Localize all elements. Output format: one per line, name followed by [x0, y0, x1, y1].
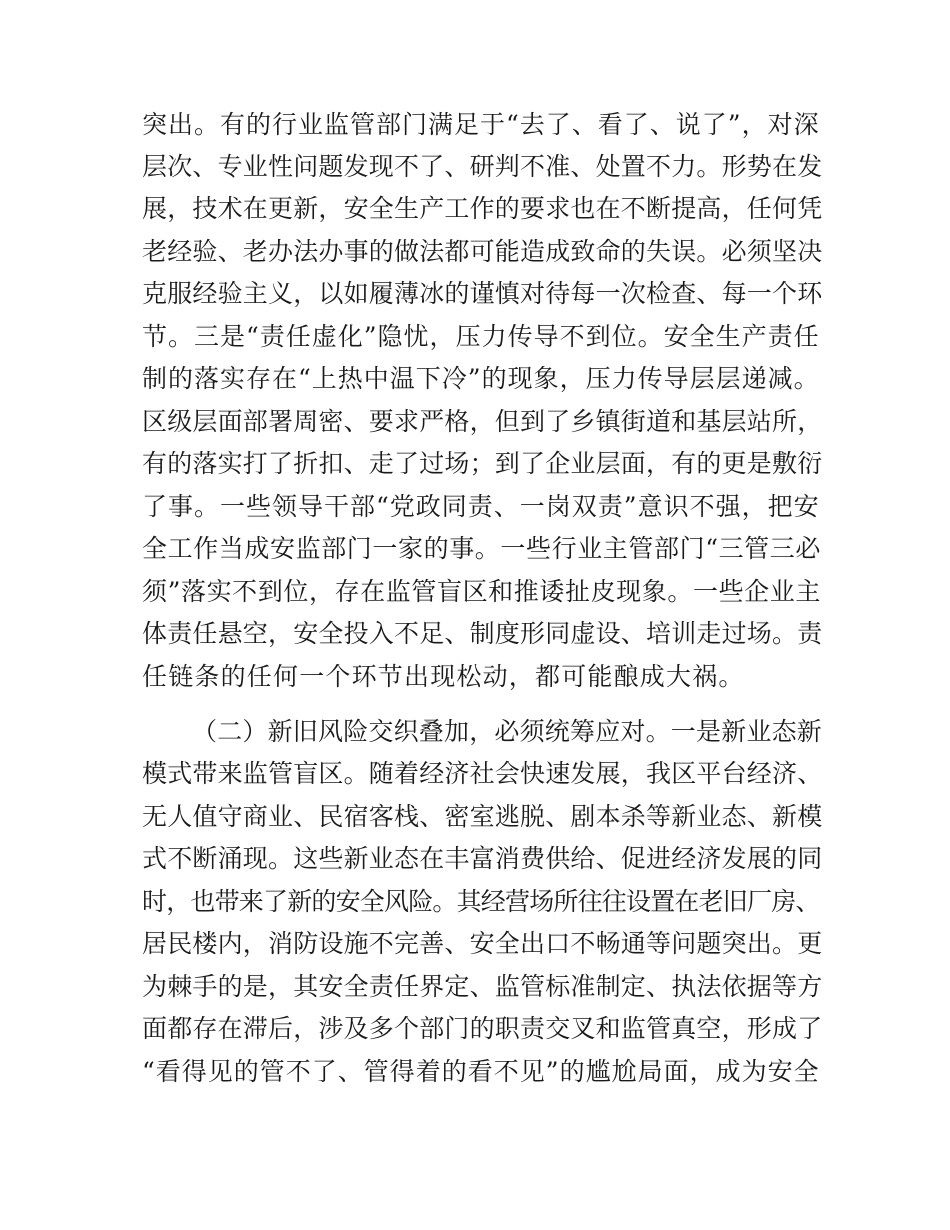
paragraph-1-line: 节。三是“责任虚化”隐忧，压力传导不到位。安全生产责任	[142, 322, 820, 351]
paragraph-1-line: 展，技术在更新，安全生产工作的要求也在不断提高，任何凭	[142, 194, 823, 223]
paragraph-1-line: 了事。一些领导干部“党政同责、一岗双责”意识不强，把安	[142, 492, 820, 521]
paragraph-1-line: 层次、专业性问题发现不了、研判不准、处置不力。形势在发	[142, 152, 823, 181]
paragraph-2-line: （二）新旧风险交织叠加，必须统筹应对。一是新业态新	[192, 717, 823, 746]
paragraph-2-line: 居民楼内，消防设施不完善、安全出口不畅通等问题突出。更	[142, 929, 823, 958]
paragraph-2-line: 时，也带来了新的安全风险。其经营场所往往设置在老旧厂房、	[142, 887, 820, 916]
paragraph-1-line: 全工作当成安监部门一家的事。一些行业主管部门“三管三必	[142, 534, 821, 563]
paragraph-1-line: 老经验、老办法办事的做法都可能造成致命的失误。必须坚决	[142, 237, 823, 266]
paragraph-2-line: 模式带来监管盲区。随着经济社会快速发展，我区平台经济、	[142, 759, 823, 788]
paragraph-1-line: 克服经验主义，以如履薄冰的谨慎对待每一次检查、每一个环	[142, 279, 823, 308]
paragraph-1-line: 有的落实打了折扣、走了过场；到了企业层面，有的更是敷衍	[142, 449, 823, 478]
paragraph-1-line: 突出。有的行业监管部门满足于“去了、看了、说了”，对深	[142, 110, 820, 139]
paragraph-1-line: 任链条的任何一个环节出现松动，都可能酿成大祸。	[142, 662, 745, 691]
paragraph-2-line: 无人值守商业、民宿客栈、密室逃脱、剧本杀等新业态、新模	[142, 802, 823, 831]
paragraph-1-line: 须”落实不到位，存在监管盲区和推诿扯皮现象。一些企业主	[142, 577, 821, 606]
paragraph-1-line: 体责任悬空，安全投入不足、制度形同虚设、培训走过场。责	[142, 619, 823, 648]
paragraph-1-line: 区级层面部署周密、要求严格，但到了乡镇街道和基层站所，	[142, 407, 823, 436]
paragraph-2-line: 为棘手的是，其安全责任界定、监管标准制定、执法依据等方	[142, 972, 823, 1001]
paragraph-2-line: 面都存在滞后，涉及多个部门的职责交叉和监管真空，形成了	[142, 1014, 823, 1043]
paragraph-1-line: 制的落实存在“上热中温下冷”的现象，压力传导层层递减。	[142, 364, 820, 393]
paragraph-2-line: 式不断涌现。这些新业态在丰富消费供给、促进经济发展的同	[142, 844, 823, 873]
paragraph-2-line: “看得见的管不了、管得着的看不见”的尴尬局面，成为安全	[142, 1057, 820, 1086]
